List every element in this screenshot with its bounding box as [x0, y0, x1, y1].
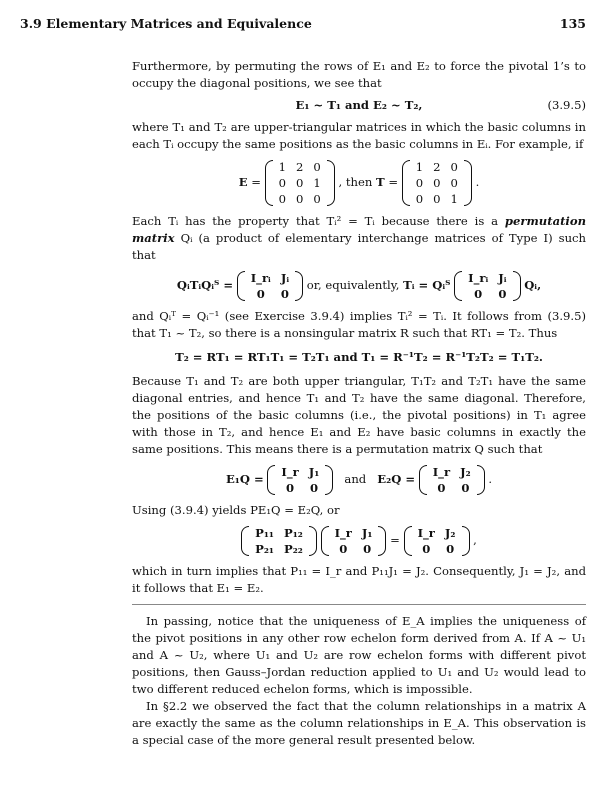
matrix-cell: I_r	[334, 526, 352, 540]
example-equation: E = 1 2 0 0 0 1 0 0 0 , then T = 1 2 0 0 0 0 0 0 1 .	[238, 160, 480, 206]
matrix-cell: 0	[461, 481, 470, 495]
matrix-cell: 0	[433, 176, 441, 190]
matrix-cell: 0	[422, 542, 431, 556]
matrix-cell: P₂₁	[255, 542, 274, 556]
matrix-cell: 0	[450, 160, 458, 174]
paragraph-3-end: Qᵢ (a product of elementary interchange matrices of Type I) such that	[132, 231, 587, 262]
matrix-cell: 0	[286, 481, 295, 495]
matrix-cell: 0	[313, 160, 321, 174]
page-number: 135	[559, 16, 586, 31]
eq4-and: and	[344, 472, 367, 486]
eq2-tail: Qᵢ,	[524, 278, 542, 292]
matrix-cell: 0	[278, 176, 287, 190]
matrix-cell: 0	[450, 176, 458, 190]
matrix-t	[402, 159, 472, 207]
matrix-cell: I_rᵢ	[250, 271, 271, 285]
equation-permutation	[132, 270, 586, 302]
matrix-cell: Jᵢ	[280, 271, 290, 285]
paragraph-2: where T₁ and T₂ are upper-triangular matrices in which the basic columns in each Tᵢ occupy the same positions as the basic columns in Eᵢ. For example, if	[132, 120, 586, 151]
block-matrix-j2	[419, 464, 485, 496]
matrix-cell: J₂	[460, 465, 471, 479]
matrix-cell: 0	[415, 176, 424, 190]
matrix-cell: I_rᵢ	[468, 271, 489, 285]
matrix-cell: 0	[256, 287, 265, 301]
matrix-cell: 1	[278, 160, 287, 174]
matrix-cell: 0	[339, 542, 348, 556]
paragraph-7: which in turn implies that P₁₁ = I_r and P₁₁J₁ = J₂. Consequently, J₁ = J₂, and it follows that E₁ = E₂.	[132, 564, 586, 595]
matrix-e	[265, 159, 335, 207]
matrix-cell: J₁	[308, 465, 320, 479]
matrix-cell: P₁₁	[255, 526, 274, 540]
section-divider	[132, 604, 586, 605]
matrix-cell: 0	[437, 481, 446, 495]
matrix-cell: 1	[450, 192, 458, 206]
matrix-cell: 1	[313, 176, 321, 190]
matrix-cell: P₂₂	[284, 542, 303, 556]
paragraph-5: Because T₁ and T₂ are both upper triangular, T₁T₂ and T₂T₁ have the same diagonal entries, and hence T₁ and T₂ have the same diagonal. Therefore, the positions of the basic columns (i.e., the pivotal positions) in T₁ agree with those in T₂, and hence E₁ and E₂ have basic columns in exactly the same positions. This means there is a permutation matrix Q such that	[132, 374, 586, 456]
equation-number: (3.9.5)	[547, 98, 586, 112]
matrix-a	[321, 525, 387, 557]
matrix-cell: 0	[363, 542, 372, 556]
eq2-left: QᵢTᵢQᵢᵀ =	[176, 278, 234, 292]
matrix-cell: 0	[433, 192, 441, 206]
matrix-cell: 0	[474, 287, 483, 301]
block-matrix-1	[237, 270, 303, 302]
paragraph-3	[132, 213, 586, 264]
matrix-cell: 0	[446, 542, 455, 556]
page-body	[132, 58, 586, 749]
eq2-right: Tᵢ = Qᵢᵀ	[403, 278, 451, 292]
matrix-cell: I_r	[281, 465, 299, 479]
equation-eq-forms: E₁Q = I_r J₁ 0 0 and E₂Q = I_r J₂ 0 0 .	[225, 465, 493, 495]
running-header	[20, 12, 586, 32]
paragraph-8: In passing, notice that the uniqueness of E_A implies the uniqueness of the pivot positions in any other row echelon form derived from A. If A ~ U₁ and A ~ U₂, where U₁ and U₂ are row echelon forms with different pivot positions, then Gauss–Jordan reduction applied to U₁ and U₂ would lead to two different reduced echelon forms, which is impossible.	[132, 614, 586, 696]
matrix-cell: 2	[433, 160, 441, 174]
then-word: then	[345, 175, 373, 189]
matrix-cell: 0	[278, 192, 287, 206]
matrix-cell: 0	[498, 287, 507, 301]
matrix-cell: I_r	[432, 465, 451, 479]
block-matrix-j1	[267, 464, 333, 496]
paragraph-4: and Qᵢᵀ = Qᵢ⁻¹ (see Exercise 3.9.4) implies Tᵢ² = Tᵢ. It follows from (3.9.5) that T₁ ~ T₂, so there is a nonsingular matrix R such that RT₁ = T₂. Thus	[132, 309, 586, 340]
matrix-cell: 1	[415, 160, 424, 174]
equation-body: E₁ ~ T₁ and E₂ ~ T₂,	[295, 98, 423, 112]
eq4-l1: E₁Q =	[225, 472, 264, 486]
matrix-p	[241, 525, 317, 557]
paragraph-3-start: Each Tᵢ has the property that Tᵢ² = Tᵢ because there is a	[132, 214, 499, 228]
equation-3-9-5	[132, 97, 586, 114]
equation-triangular: T₂ = RT₁ = RT₁T₁ = T₂T₁ and T₁ = R⁻¹T₂ = R⁻¹T₂T₂ = T₁T₂.	[175, 350, 543, 364]
matrix-b	[404, 525, 470, 557]
section-title: 3.9 Elementary Matrices and Equivalence	[20, 16, 312, 31]
matrix-cell: 0	[310, 481, 319, 495]
eq4-l2: E₂Q =	[377, 472, 416, 486]
matrix-cell: I_r	[417, 526, 435, 540]
block-matrix-2	[454, 270, 520, 302]
matrix-cell: 0	[296, 176, 304, 190]
matrix-cell: P₁₂	[284, 526, 303, 540]
matrix-cell: 0	[415, 192, 424, 206]
matrix-cell: J₂	[444, 526, 456, 540]
matrix-cell: 0	[296, 192, 304, 206]
paragraph-9: In §2.2 we observed the fact that the column relationships in a matrix A are exactly the same as the column relationships in E_A. This observation is a special case of the more general result presented below.	[132, 699, 586, 747]
matrix-cell: J₁	[361, 526, 373, 540]
eq2-mid: or, equivalently,	[306, 278, 400, 292]
matrix-cell: Jᵢ	[498, 271, 507, 285]
paragraph-1: Furthermore, by permuting the rows of E₁ and E₂ to force the pivotal 1’s to occupy the diagonal positions, we see that	[132, 59, 586, 90]
matrix-cell: 0	[313, 192, 321, 206]
matrix-cell: 0	[280, 287, 289, 301]
equation-block-product: P₁₁ P₁₂ P₂₁ P₂₂ I_r J₁ 0 0 = I_r J₂ 0 0 ,	[132, 525, 586, 557]
matrix-cell: 2	[296, 160, 304, 174]
paragraph-6: Using (3.9.4) yields PE₁Q = E₂Q, or	[132, 503, 340, 517]
term-permutation-matrix: permutation matrix	[132, 214, 586, 245]
